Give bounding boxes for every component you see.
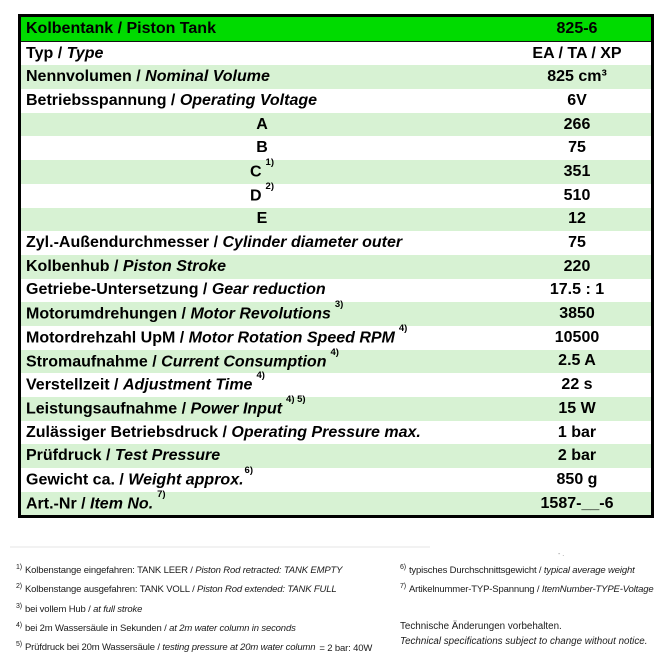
row-label (20, 323, 504, 350)
spec-table-body (20, 16, 653, 517)
footnote-separator: / (161, 623, 170, 635)
label-de: Prüfdruck (26, 447, 102, 465)
footnote-en: at 2m water column in seconds (169, 623, 296, 635)
label-separator: / (177, 305, 191, 323)
label-en: Adjustment Time (122, 376, 253, 394)
label-de: Gewicht ca. (26, 471, 115, 489)
label-en: Weight approx. (128, 471, 244, 489)
row-label (20, 231, 504, 255)
table-row (20, 421, 653, 445)
table-row (20, 492, 653, 517)
label-de: C (249, 163, 262, 181)
footnote-marker: 4) (16, 622, 22, 630)
label-de: E (256, 210, 268, 228)
label-separator: / (166, 91, 180, 109)
footnote-marker: 4) (398, 323, 408, 335)
row-label (20, 157, 504, 184)
table-row (20, 302, 653, 326)
label-separator: / (147, 353, 162, 371)
table-row (20, 231, 653, 255)
row-value: 12 (568, 210, 586, 228)
row-label (20, 208, 504, 232)
label-de: Zyl.-Außendurchmesser (26, 234, 210, 252)
footnote-separator: / (187, 565, 196, 577)
row-label (20, 180, 504, 208)
footnote-de: Artikelnummer-TYP-Spannung (408, 584, 535, 596)
footnotes-left (16, 560, 400, 657)
row-value: 75 (568, 234, 586, 252)
label-separator: / (218, 423, 232, 441)
label-de: Getriebe-Untersetzung (26, 281, 199, 299)
notice-en: Technical specifications subject to change without notice. (400, 635, 648, 647)
label-de: Kolbenhub (26, 257, 110, 275)
label-de: A (256, 115, 268, 133)
footnote-marker: 3) (16, 602, 22, 610)
footnote-en: testing pressure at 20m water column (162, 642, 316, 654)
label-de: B (256, 139, 268, 157)
label-separator: / (177, 400, 191, 418)
footnote-line (400, 579, 660, 598)
row-label (20, 421, 504, 445)
row-label (20, 370, 504, 397)
row-label (20, 394, 504, 421)
label-separator: / (101, 447, 115, 465)
table-header-row (20, 16, 653, 42)
row-value: 2.5 A (558, 352, 596, 370)
row-label (20, 89, 504, 113)
label-en: Test Pressure (114, 447, 221, 465)
table-row (20, 65, 653, 89)
label-en: Motor Revolutions (190, 305, 331, 323)
table-row (20, 350, 653, 374)
footnote-marker: 4) (256, 370, 265, 382)
label-separator: / (109, 257, 123, 275)
notice-de: Technische Änderungen vorbehalten. (400, 620, 562, 632)
label-de: Zulässiger Betriebsdruck (26, 423, 219, 441)
label-en: Type (66, 44, 104, 62)
row-label (20, 255, 504, 279)
row-label (20, 16, 504, 42)
footnote-de: bei 2m Wassersäule in Sekunden (24, 623, 162, 635)
footnote-marker: 2) (16, 583, 22, 591)
footnote-line (16, 637, 400, 656)
row-value: 850 g (556, 470, 598, 488)
label-de: Typ (26, 44, 54, 62)
footnote-line (16, 579, 400, 598)
row-value: 10500 (554, 328, 600, 346)
table-row (20, 373, 653, 397)
label-en: Item No. (90, 495, 154, 513)
footnotes-right (400, 560, 660, 649)
label-en: Gear reduction (211, 281, 326, 299)
label-de: Kolbentank (26, 19, 114, 37)
footnote-line (16, 599, 400, 618)
footnotes-section (16, 560, 660, 657)
row-label (20, 41, 504, 65)
row-value: 266 (563, 115, 591, 133)
label-de: Leistungsaufnahme (26, 400, 178, 418)
footnote-en: Piston Rod extended: TANK FULL (197, 584, 337, 596)
table-row (20, 184, 653, 208)
footnote-marker: 7) (157, 488, 166, 500)
label-separator: / (175, 329, 189, 347)
label-en: Power Input (190, 400, 283, 418)
footnote-separator: / (85, 603, 94, 615)
label-de: Motorumdrehungen (26, 305, 178, 323)
label-en: Piston Stroke (122, 257, 227, 275)
label-de: Nennvolumen (26, 68, 132, 86)
label-separator: / (76, 495, 91, 513)
footnote-en: Piston Rod retracted: TANK EMPTY (195, 565, 343, 577)
label-en: Cylinder diameter outer (222, 234, 403, 252)
footnote-marker: 2) (265, 180, 274, 192)
footnote-en: at full stroke (93, 603, 143, 615)
table-row (20, 136, 653, 160)
table-row (20, 41, 653, 65)
label-en: Operating Pressure max. (231, 423, 421, 441)
label-de: Stromaufnahme (26, 353, 148, 371)
footnote-marker: 6) (244, 465, 253, 477)
footnote-de: typisches Durchschnittsgewicht (408, 565, 537, 577)
label-en: Nominal Volume (145, 68, 270, 86)
label-en: Operating Voltage (179, 91, 318, 109)
footnote-separator: / (189, 584, 198, 596)
label-separator: / (114, 471, 129, 489)
footnote-en: typical average weight (543, 565, 635, 577)
label-en: Piston Tank (126, 19, 216, 37)
footnote-en: ItemNumber-TYPE-Voltage (541, 584, 654, 596)
footnote-separator: / (536, 565, 544, 577)
row-value: 17.5 : 1 (549, 281, 605, 299)
row-label (20, 444, 504, 468)
footnote-tail: = 2 bar: 40W (319, 642, 373, 654)
scan-artifact-mark: - . (558, 551, 565, 558)
footnote-marker: 4) (330, 346, 339, 358)
footnote-marker: 3) (334, 299, 344, 311)
footnote-line (400, 560, 660, 579)
table-row (20, 255, 653, 279)
row-value: 2 bar (557, 447, 597, 465)
label-separator: / (53, 44, 67, 62)
row-label (20, 279, 504, 303)
footnote-marker: 6) (400, 564, 406, 571)
table-row (20, 397, 653, 421)
footnote-de: Prüfdruck bei 20m Wassersäule (24, 642, 155, 654)
scan-artifact-line (10, 546, 430, 548)
label-de: Verstellzeit (26, 376, 110, 394)
table-row (20, 113, 653, 137)
spec-table (18, 14, 654, 518)
footnote-separator: / (154, 642, 163, 654)
footnote-separator: / (534, 584, 542, 596)
row-label (20, 65, 504, 89)
table-row (20, 160, 653, 184)
row-value: 3850 (559, 305, 595, 323)
label-de: Motordrehzahl UpM (26, 329, 176, 347)
row-value: 75 (568, 139, 586, 157)
footnote-de: bei vollem Hub (24, 603, 86, 615)
row-value: 510 (563, 186, 591, 204)
row-value: 15 W (558, 399, 596, 417)
row-value: 1587-__-6 (540, 494, 614, 512)
label-separator: / (131, 68, 146, 86)
row-label (20, 488, 504, 517)
row-value: 351 (563, 162, 591, 180)
label-de: Art.-Nr (26, 495, 77, 513)
footnote-de: Kolbenstange ausgefahren: TANK VOLL (24, 584, 190, 596)
footnote-marker: 4) 5) (286, 394, 306, 406)
row-value: 1 bar (557, 423, 597, 441)
row-label (20, 136, 504, 160)
table-row (20, 444, 653, 468)
row-value: EA / TA / XP (532, 44, 622, 62)
footnote-marker: 7) (400, 583, 406, 591)
footnote-line (16, 560, 400, 579)
label-separator: / (113, 19, 127, 37)
footnote-marker: 5) (16, 641, 22, 649)
footnotes-right-lines (400, 560, 660, 599)
table-row (20, 468, 653, 492)
label-separator: / (209, 234, 223, 252)
table-row (20, 89, 653, 113)
row-value: 22 s (561, 376, 593, 394)
footnote-de: Kolbenstange eingefahren: TANK LEER (24, 565, 188, 577)
label-separator: / (109, 376, 123, 394)
row-label (20, 113, 504, 137)
row-value: 825-6 (556, 19, 598, 37)
row-value: 6V (567, 91, 587, 109)
label-en: Current Consumption (161, 353, 327, 371)
label-de: D (249, 187, 262, 205)
row-label (20, 465, 504, 492)
row-value: 825 cm³ (547, 68, 607, 86)
footnote-line (16, 618, 400, 637)
row-value: 220 (563, 257, 591, 275)
row-label (20, 299, 504, 326)
label-en: Motor Rotation Speed RPM (188, 329, 395, 347)
footnote-marker: 1) (16, 564, 22, 571)
footnote-marker: 1) (265, 157, 274, 169)
label-de: Betriebsspannung (26, 91, 167, 109)
change-notice (400, 619, 660, 649)
table-row (20, 208, 653, 232)
label-separator: / (198, 281, 212, 299)
